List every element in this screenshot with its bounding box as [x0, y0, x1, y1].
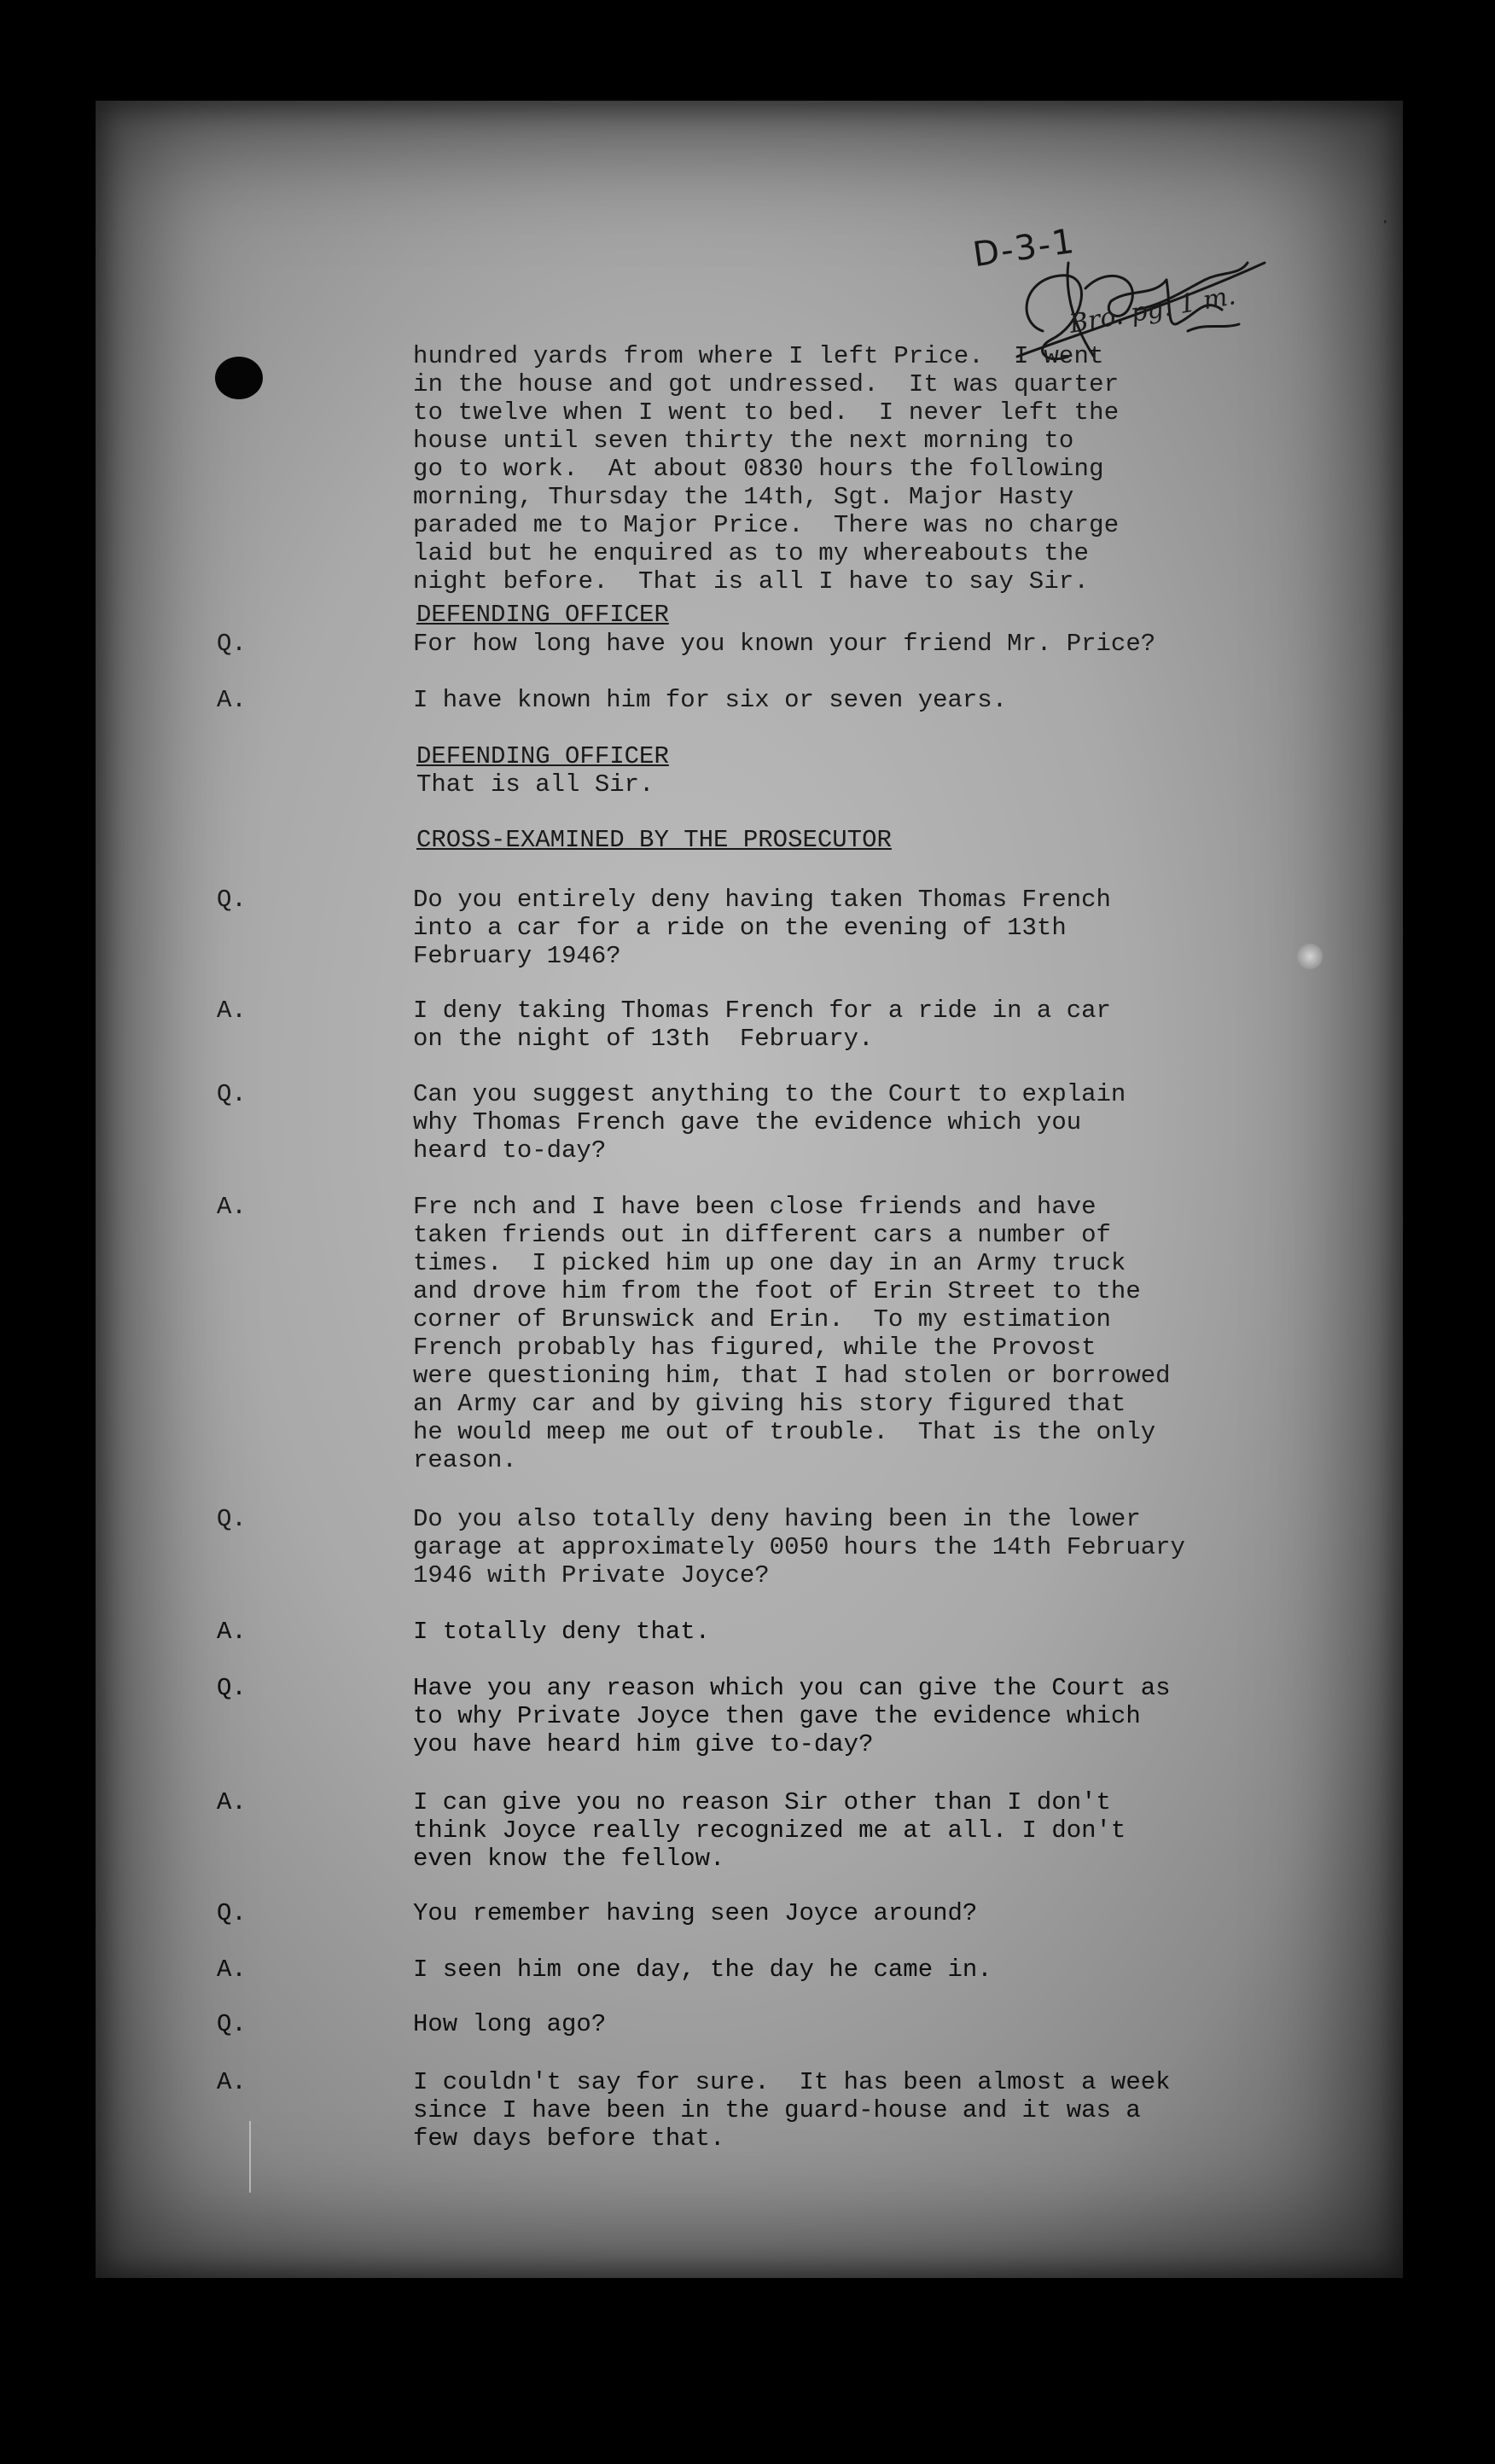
answer-label: A. — [217, 686, 247, 714]
answer-text: I seen him one day, the day he came in. — [413, 1956, 992, 1984]
answer-label: A. — [217, 997, 247, 1025]
punch-hole — [215, 357, 263, 399]
question-label: Q. — [217, 886, 247, 914]
question-label: Q. — [217, 630, 247, 658]
question-text: How long ago? — [413, 2010, 607, 2038]
answer-text: I can give you no reason Sir other than I don't think Joyce really recognized me at all. I don't even know the fellow. — [413, 1788, 1126, 1873]
intro-paragraph: hundred yards from where I left Price. I went in the house and got undressed. It was quarter to twelve when I went to bed. I never left the house until seven thirty the next morning to go to work. At about 0830 hours the following morning, Thursday the 14th, Sgt. Major Hasty paraded me to Major Price. There was no charge laid but he enquired as to my whereabouts the night before. That is all I have to say Sir. — [413, 342, 1120, 596]
question-label: Q. — [217, 2010, 247, 2038]
defending-closing-statement: That is all Sir. — [416, 770, 654, 799]
cross-examination-heading: CROSS-EXAMINED BY THE PROSECUTOR — [416, 826, 892, 854]
handwritten-note: Bro. pg. 1 m. — [1067, 281, 1238, 340]
answer-label: A. — [217, 1956, 247, 1984]
defending-officer-heading-1: DEFENDING OFFICER — [416, 601, 669, 629]
corner-mark: · — [1379, 212, 1391, 233]
question-text: Have you any reason which you can give the Court as to why Private Joyce then gave the evidence which you have heard him give to-day? — [413, 1674, 1171, 1758]
question-text: Can you suggest anything to the Court to explain why Thomas French gave the evidence which you heard to-day? — [413, 1080, 1126, 1165]
question-label: Q. — [217, 1674, 247, 1702]
question-text: You remember having seen Joyce around? — [413, 1899, 978, 1927]
answer-label: A. — [217, 1788, 247, 1816]
question-label: Q. — [217, 1505, 247, 1533]
answer-text: I totally deny that. — [413, 1618, 711, 1646]
answer-text: I have known him for six or seven years. — [413, 686, 1008, 714]
question-label: Q. — [217, 1080, 247, 1108]
answer-label: A. — [217, 1618, 247, 1646]
question-text: Do you also totally deny having been in the lower garage at approximately 0050 hours the 14th February 1946 with Private Joyce? — [413, 1505, 1185, 1589]
answer-label: A. — [217, 1193, 247, 1221]
question-label: Q. — [217, 1899, 247, 1927]
question-text: For how long have you known your friend Mr. Price? — [413, 630, 1156, 658]
answer-label: A. — [217, 2068, 247, 2096]
answer-text: I deny taking Thomas French for a ride in a car on the night of 13th February. — [413, 997, 1111, 1053]
question-text: Do you entirely deny having taken Thomas French into a car for a ride on the evening of 13th February 1946? — [413, 886, 1111, 970]
answer-text: Fre nch and I have been close friends and have taken friends out in different cars a number of times. I picked him up one day in an Army truck and drove him from the foot of Erin Street to the corner of Brunswick and Erin. To my estimation French probably has figured, while the Provost were questioning him, that I had stolen or borrowed an Army car and by giving his story figured that he would meep me out of trouble. That is the only reason. — [413, 1193, 1171, 1474]
defending-officer-heading-2: DEFENDING OFFICER — [416, 742, 669, 770]
margin-rule — [249, 2121, 251, 2193]
reference-number: D-3-1 — [970, 221, 1079, 276]
answer-text: I couldn't say for sure. It has been almost a week since I have been in the guard-house and it was a few days before that. — [413, 2068, 1171, 2153]
